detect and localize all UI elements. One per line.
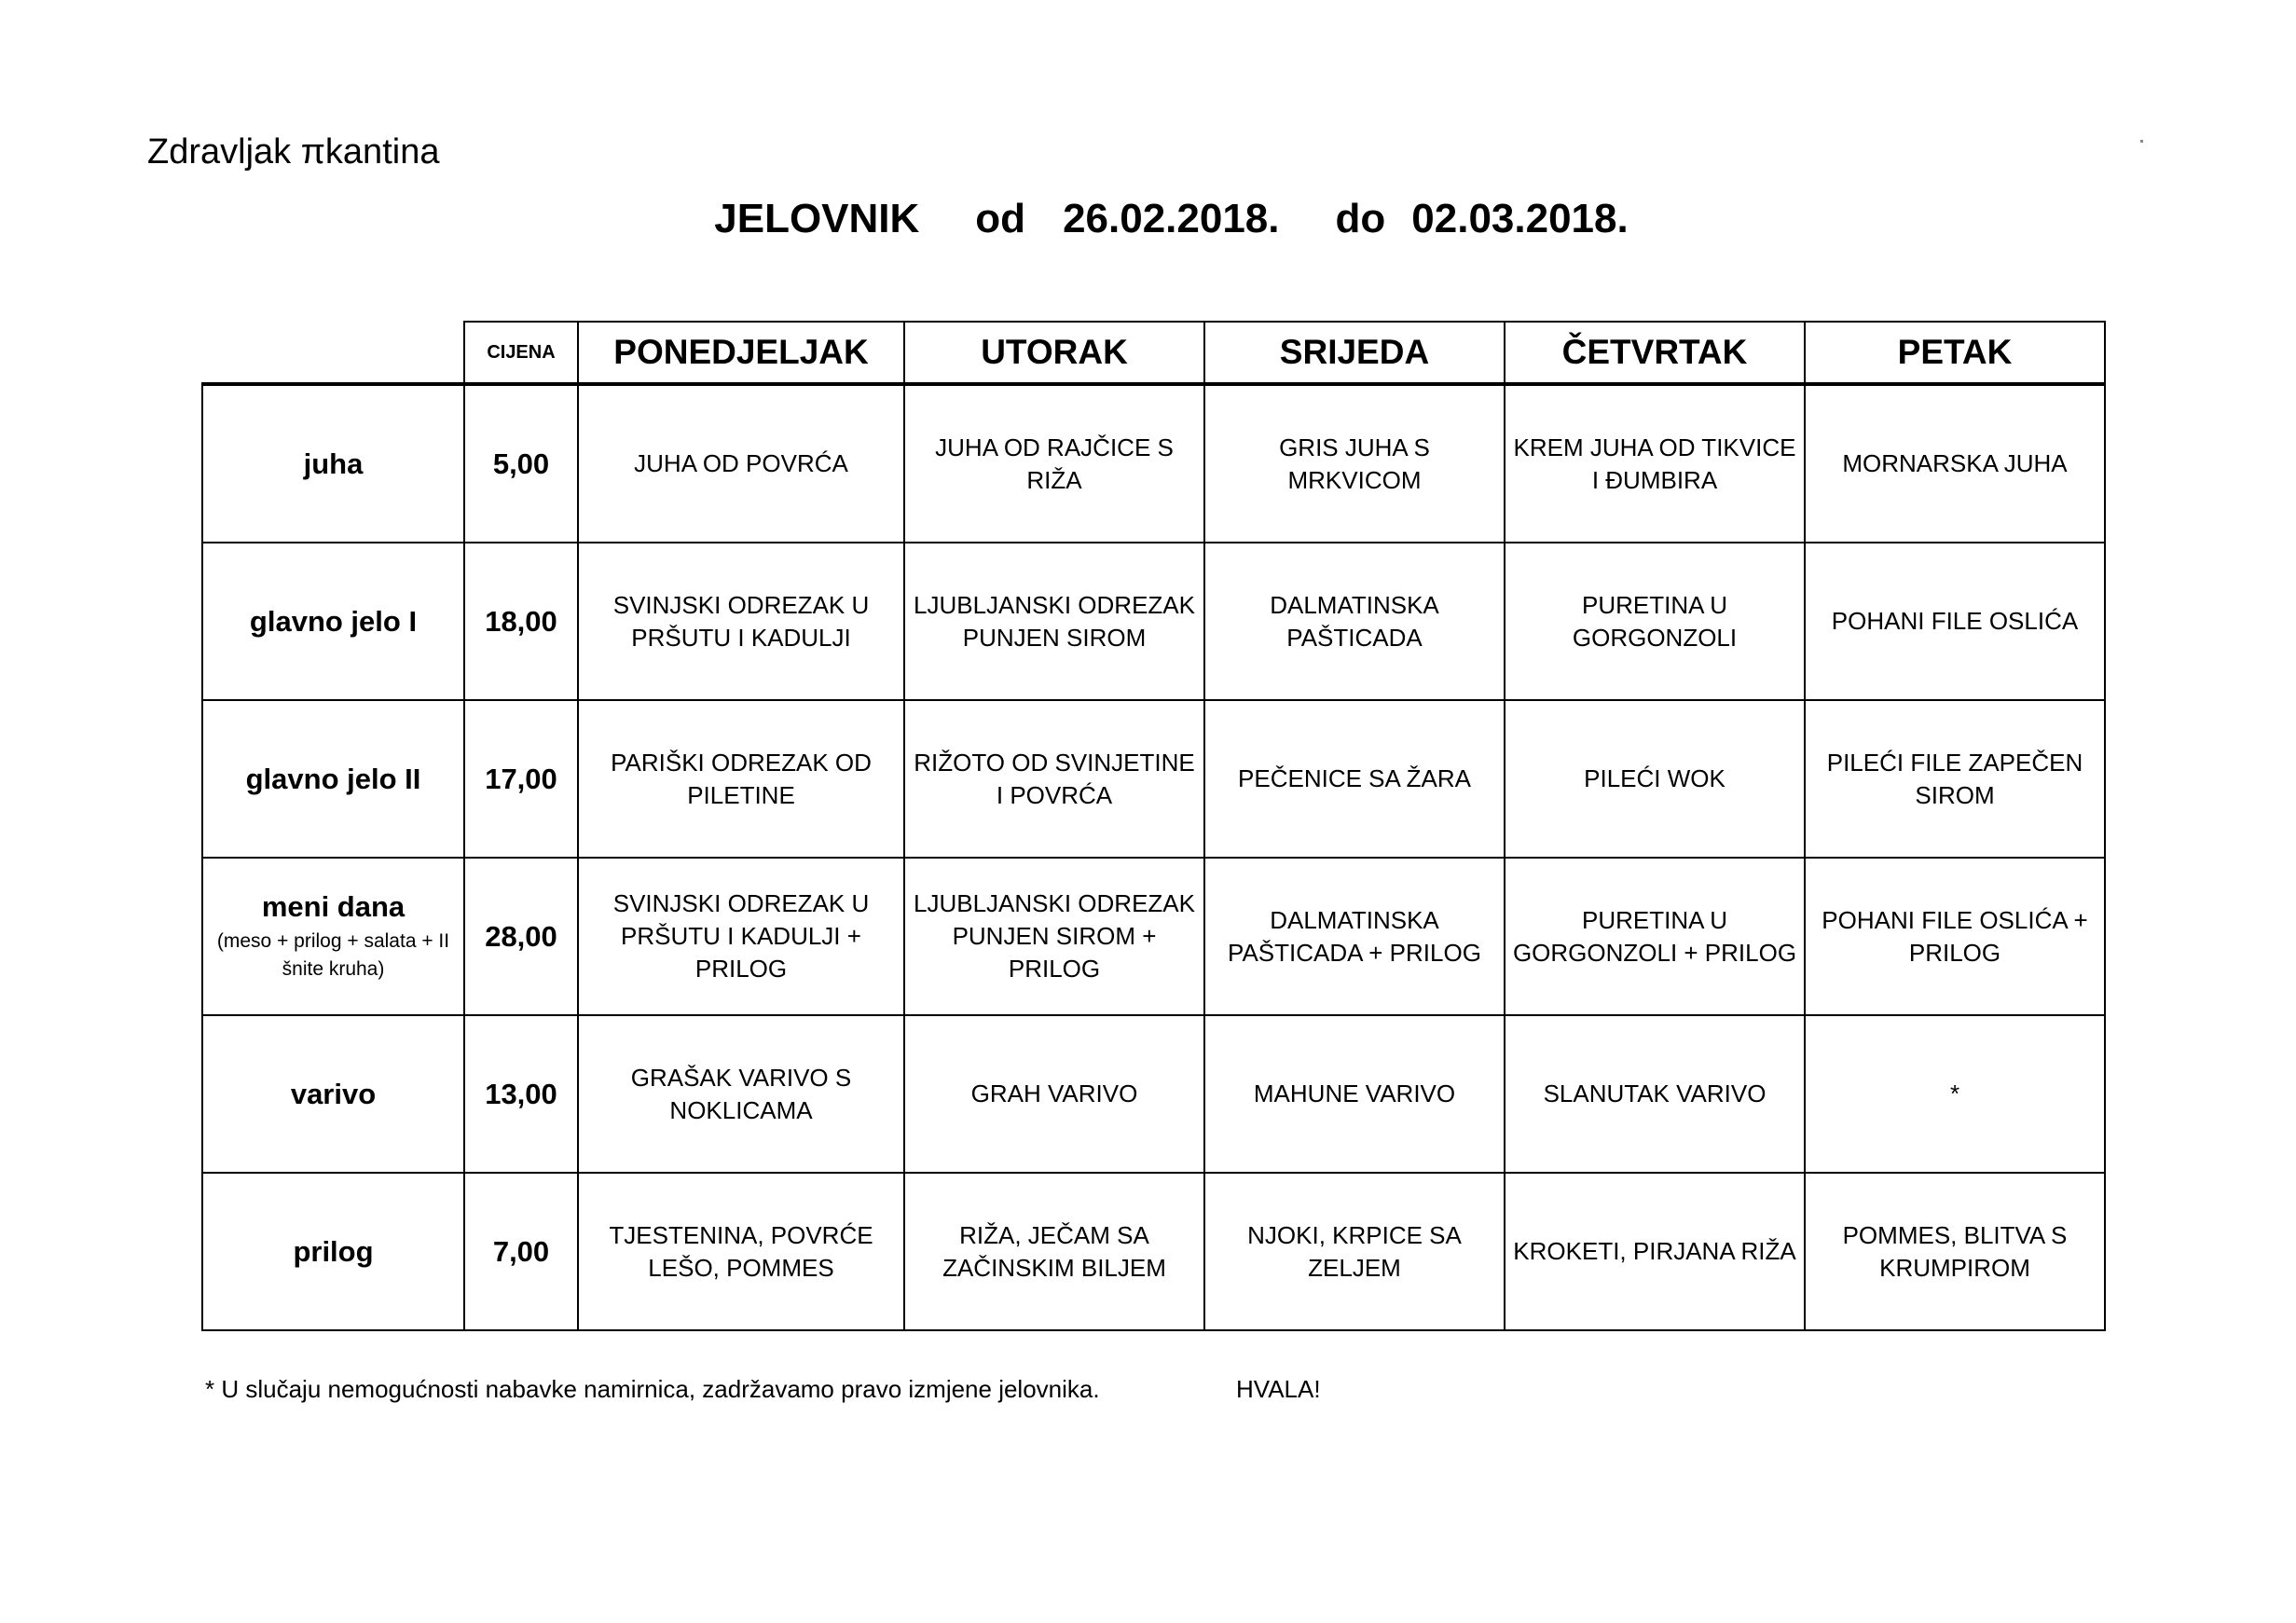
category-cell (202, 384, 464, 543)
price-cell: 13,00 (464, 1015, 578, 1173)
dish-cell: LJUBLJANSKI ODREZAK PUNJEN SIROM + PRILOG (904, 858, 1204, 1015)
category-cell (202, 1015, 464, 1173)
header-blank-cell (202, 322, 464, 384)
title-to-label: do (1335, 196, 1386, 241)
dish-cell: PARIŠKI ODREZAK OD PILETINE (578, 700, 904, 858)
table-header-row (202, 322, 2105, 384)
dish-cell: JUHA OD RAJČICE S RIŽA (904, 384, 1204, 543)
dish-cell: MAHUNE VARIVO (1204, 1015, 1505, 1173)
dish-cell: PEČENICE SA ŽARA (1204, 700, 1505, 858)
dish-cell: POHANI FILE OSLIĆA (1805, 543, 2105, 700)
day-header-monday: PONEDJELJAK (578, 322, 904, 384)
dish-cell: DALMATINSKA PAŠTICADA + PRILOG (1204, 858, 1505, 1015)
dish-cell: RIŽOTO OD SVINJETINE I POVRĆA (904, 700, 1204, 858)
price-cell: 17,00 (464, 700, 578, 858)
thanks-note: HVALA! (1236, 1375, 1321, 1403)
category-label: juha (303, 447, 364, 480)
dish-cell: POMMES, BLITVA S KRUMPIROM (1805, 1173, 2105, 1330)
day-header-tuesday: UTORAK (904, 322, 1204, 384)
dish-cell: KROKETI, PIRJANA RIŽA (1505, 1173, 1805, 1330)
dish-cell: GRIS JUHA S MRKVICOM (1204, 384, 1505, 543)
dish-cell: GRAH VARIVO (904, 1015, 1204, 1173)
dish-cell: RIŽA, JEČAM SA ZAČINSKIM BILJEM (904, 1173, 1204, 1330)
category-cell (202, 858, 464, 1015)
price-cell: 28,00 (464, 858, 578, 1015)
venue-name: Zdravljak πkantina (147, 132, 440, 172)
table-row (202, 858, 2105, 1015)
dish-cell: KREM JUHA OD TIKVICE I ĐUMBIRA (1505, 384, 1805, 543)
category-label: varivo (290, 1077, 377, 1110)
category-label: glavno jelo II (245, 762, 421, 795)
menu-title (0, 196, 2296, 242)
dish-cell: PURETINA U GORGONZOLI + PRILOG (1505, 858, 1805, 1015)
dish-cell: LJUBLJANSKI ODREZAK PUNJEN SIROM (904, 543, 1204, 700)
day-header-wednesday: SRIJEDA (1204, 322, 1505, 384)
dish-cell: SVINJSKI ODREZAK U PRŠUTU I KADULJI + PRILOG (578, 858, 904, 1015)
table-row (202, 384, 2105, 543)
title-to-date: 02.03.2018. (1411, 196, 1629, 241)
title-word: JELOVNIK (714, 196, 920, 241)
category-cell (202, 700, 464, 858)
price-header: CIJENA (464, 322, 578, 384)
dish-cell: PILEĆI FILE ZAPEČEN SIROM (1805, 700, 2105, 858)
price-cell: 7,00 (464, 1173, 578, 1330)
category-cell (202, 1173, 464, 1330)
table-row (202, 1173, 2105, 1330)
category-label: prilog (293, 1234, 374, 1268)
day-header-friday: PETAK (1805, 322, 2105, 384)
dish-cell: PILEĆI WOK (1505, 700, 1805, 858)
price-cell: 5,00 (464, 384, 578, 543)
dish-cell: MORNARSKA JUHA (1805, 384, 2105, 543)
table-row (202, 543, 2105, 700)
stray-dot (2140, 140, 2143, 143)
dish-cell: NJOKI, KRPICE SA ZELJEM (1204, 1173, 1505, 1330)
dish-cell: GRAŠAK VARIVO S NOKLICAMA (578, 1015, 904, 1173)
day-header-thursday: ČETVRTAK (1505, 322, 1805, 384)
dish-cell: POHANI FILE OSLIĆA + PRILOG (1805, 858, 2105, 1015)
dish-cell: DALMATINSKA PAŠTICADA (1204, 543, 1505, 700)
weekly-menu-table (201, 321, 2106, 1331)
title-from-label: od (975, 196, 1026, 241)
category-label: meni dana (261, 889, 406, 923)
title-from-date: 26.02.2018. (1063, 196, 1280, 241)
category-cell (202, 543, 464, 700)
category-note: (meso + prilog + salata + II šnite kruha) (216, 929, 450, 980)
dish-cell: SLANUTAK VARIVO (1505, 1015, 1805, 1173)
table-row (202, 1015, 2105, 1173)
footnote: * U slučaju nemogućnosti nabavke namirnica, zadržavamo pravo izmjene jelovnika. (205, 1375, 1100, 1403)
price-cell: 18,00 (464, 543, 578, 700)
table-row (202, 700, 2105, 858)
category-label: glavno jelo I (249, 604, 418, 638)
dish-cell: SVINJSKI ODREZAK U PRŠUTU I KADULJI (578, 543, 904, 700)
dish-cell: TJESTENINA, POVRĆE LEŠO, POMMES (578, 1173, 904, 1330)
dish-cell: * (1805, 1015, 2105, 1173)
dish-cell: JUHA OD POVRĆA (578, 384, 904, 543)
dish-cell: PURETINA U GORGONZOLI (1505, 543, 1805, 700)
